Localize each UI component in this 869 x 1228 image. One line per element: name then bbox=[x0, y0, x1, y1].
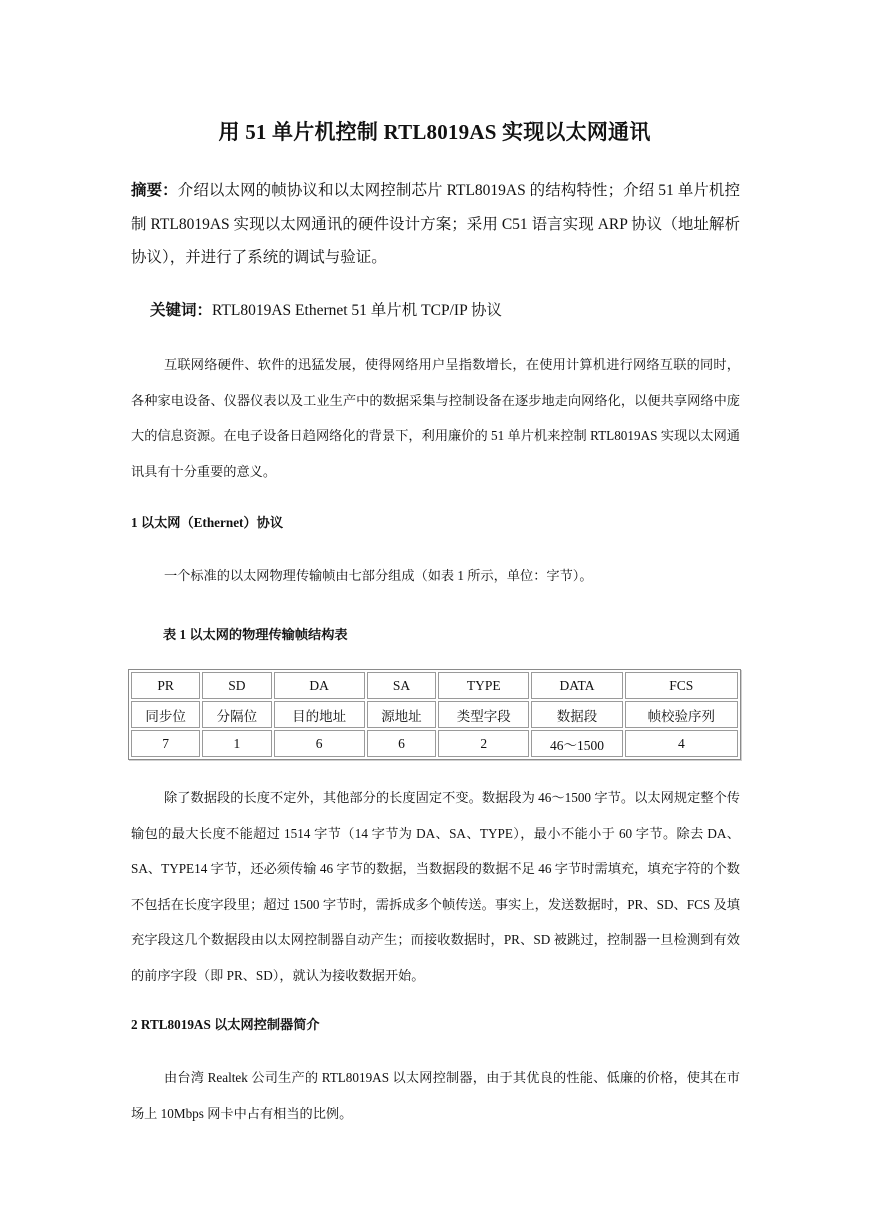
section-1-after-table-paragraph: 除了数据段的长度不定外，其他部分的长度固定不变。数据段为 46～1500 字节。以太网规定整个传输包的最大长度不能超过 1514 字节（14 字节为 DA、SA、TYPE），最小不能小于 60 字节。除去 DA、SA、TYPE14 字节，还必须传输 46 字节的数据，当数据段的数据不足 46 字节时需填充，填充字符的个数不包括在长度字段里；超过 1500 字节时，需拆成多个帧传送。事实上，发送数据时，PR、SD、FCS 及填充字段这几个数据段由以太网控制器自动产生；而接收数据时，PR、SD 被跳过，控制器一旦检测到有效的前序字段（即 PR、SD），就认为接收数据开始。 bbox=[131, 790, 740, 983]
table-cell: PR bbox=[131, 672, 200, 699]
table-caption: 表 1 以太网的物理传输帧结构表 bbox=[163, 627, 348, 642]
frame-structure-table bbox=[128, 669, 741, 760]
table-cell: 帧校验序列 bbox=[625, 701, 738, 728]
table-row-fields bbox=[131, 672, 738, 699]
table-cell: 46～1500 bbox=[531, 730, 622, 757]
keywords bbox=[150, 299, 502, 323]
table-cell: DA bbox=[274, 672, 365, 699]
table-cell: 1 bbox=[202, 730, 271, 757]
table-cell: 目的地址 bbox=[274, 701, 365, 728]
table-cell: SA bbox=[367, 672, 436, 699]
table-cell: 同步位 bbox=[131, 701, 200, 728]
keywords-text: RTL8019AS Ethernet 51 单片机 TCP/IP 协议 bbox=[212, 302, 502, 319]
section-2-paragraph: 由台湾 Realtek 公司生产的 RTL8019AS 以太网控制器，由于其优良的性能、低廉的价格，使其在市场上 10Mbps 网卡中占有相当的比例。 bbox=[131, 1070, 740, 1121]
abstract-text: 介绍以太网的帧协议和以太网控制芯片 RTL8019AS 的结构特性；介绍 51 单片机控制 RTL8019AS 实现以太网通讯的硬件设计方案；采用 C51 语言实现 ARP 协议（地址解析协议），并进行了系统的调试与验证。 bbox=[131, 182, 740, 266]
table-cell: TYPE bbox=[438, 672, 529, 699]
section-2-heading: 2 RTL8019AS 以太网控制器简介 bbox=[131, 1017, 320, 1032]
abstract bbox=[131, 174, 740, 275]
section-1-paragraph: 一个标准的以太网物理传输帧由七部分组成（如表 1 所示，单位：字节）。 bbox=[164, 568, 593, 583]
table-row-lengths bbox=[131, 730, 738, 757]
table-row-names bbox=[131, 701, 738, 728]
table-cell: 7 bbox=[131, 730, 200, 757]
intro-paragraph: 互联网络硬件、软件的迅猛发展，使得网络用户呈指数增长，在使用计算机进行网络互联的同时，各种家电设备、仪器仪表以及工业生产中的数据采集与控制设备在逐步地走向网络化，以便共享网络中庞大的信息资源。在电子设备日趋网络化的背景下，利用廉价的 51 单片机来控制 RTL8019AS 实现以太网通讯具有十分重要的意义。 bbox=[131, 357, 740, 479]
table-cell: 6 bbox=[274, 730, 365, 757]
document-title: 用 51 单片机控制 RTL8019AS 实现以太网通讯 bbox=[218, 120, 651, 144]
keywords-label: 关键词： bbox=[150, 302, 213, 319]
table-cell: 6 bbox=[367, 730, 436, 757]
table-cell: 数据段 bbox=[531, 701, 622, 728]
table-cell: FCS bbox=[625, 672, 738, 699]
table-cell: DATA bbox=[531, 672, 622, 699]
table-cell: 源地址 bbox=[367, 701, 436, 728]
table-cell: SD bbox=[202, 672, 271, 699]
table-cell: 4 bbox=[625, 730, 738, 757]
section-1-heading: 1 以太网（Ethernet）协议 bbox=[131, 515, 284, 530]
table-cell: 类型字段 bbox=[438, 701, 529, 728]
table-cell: 2 bbox=[438, 730, 529, 757]
abstract-label: 摘要： bbox=[131, 182, 178, 199]
table-cell: 分隔位 bbox=[202, 701, 271, 728]
